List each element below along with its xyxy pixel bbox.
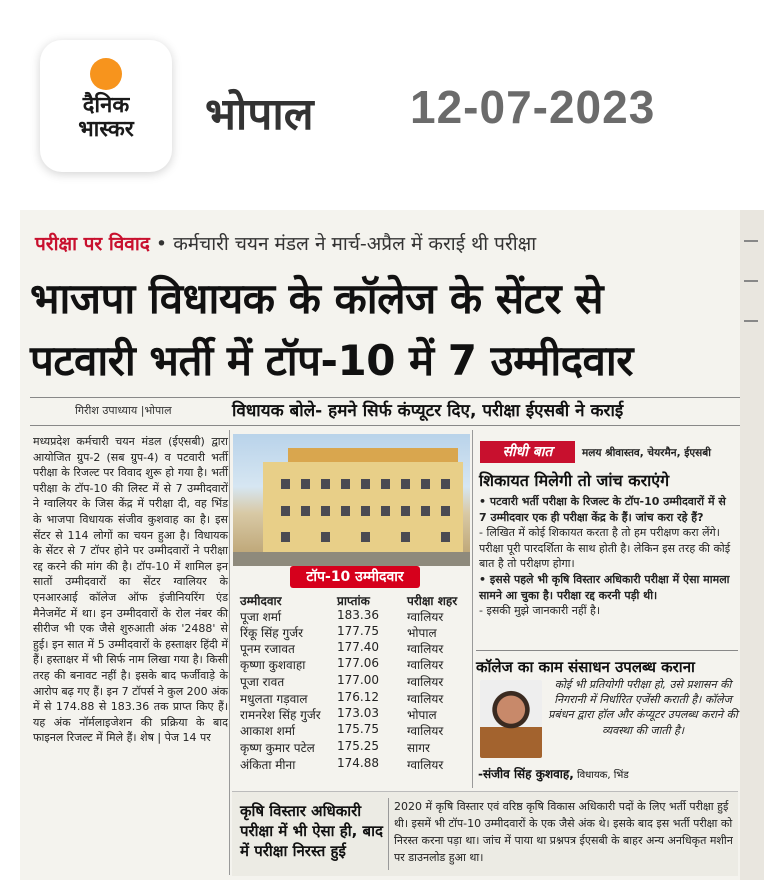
window bbox=[361, 532, 370, 542]
window bbox=[441, 506, 450, 516]
kicker-separator: • bbox=[149, 233, 174, 255]
divider bbox=[476, 650, 738, 651]
candidate-name: रामनरेश सिंह गुर्जर bbox=[240, 708, 321, 722]
table-row bbox=[237, 673, 469, 688]
sun-icon bbox=[90, 58, 122, 90]
page-header bbox=[0, 0, 764, 200]
dainik-bhaskar-logo bbox=[40, 40, 172, 172]
edition-date: 12-07-2023 bbox=[410, 81, 656, 133]
column-edge-mark bbox=[744, 240, 758, 242]
header-city: परीक्षा शहर bbox=[407, 594, 458, 608]
table-row bbox=[237, 722, 469, 737]
window bbox=[401, 479, 410, 489]
related-story-body: 2020 में कृषि विस्तार एवं वरिष्ठ कृषि विकास अधिकारी पदों के लिए भर्ती परीक्षा हुई थी। इसमें भी टॉप-10 उम्मीदवारों के एक जैसे अंक थे। इसके बाद इस भर्ती परीक्षा को निरस्त करना पड़ा था। जांच में पाया था प्रश्नपत्र ईएसबी के बाहर अन्य अनधिकृत मशीन पर डाउनलोड हुआ था। bbox=[394, 800, 733, 864]
window bbox=[281, 532, 290, 542]
candidate-score: 175.25 bbox=[337, 739, 379, 753]
answer-1: - लिखित में कोई शिकायत करता है तो हम परीक्षण करा लेंगे। परीक्षा पूरी पारदर्शिता के साथ होती है। लेकिन इस तरह की कोई बात है तो परीक्षण होगा। bbox=[479, 526, 731, 571]
candidate-score: 176.12 bbox=[337, 690, 379, 704]
window bbox=[441, 479, 450, 489]
signature-role: विधायक, भिंड bbox=[573, 770, 629, 781]
interviewee: मलय श्रीवास्तव, चेयरमैन, ईएसबी bbox=[582, 447, 711, 459]
related-story-headline: कृषि विस्तार अधिकारी परीक्षा में भी ऐसा ही, बाद में परीक्षा निरस्त हुई bbox=[240, 802, 383, 860]
candidate-score: 177.40 bbox=[337, 640, 379, 654]
window bbox=[381, 506, 390, 516]
mla-quote: कोई भी प्रतियोगी परीक्षा हो, उसे प्रशासन की निगरानी में निर्धारित एजेंसी कराती है। कॉलेज प्रबंधन द्वारा हॉल और कंप्यूटर उपलब्ध कराने की व्यवस्था की जाती है। bbox=[548, 678, 738, 737]
exam-city: ग्वालियर bbox=[407, 658, 444, 672]
exam-city: ग्वालियर bbox=[407, 758, 444, 772]
exam-city: ग्वालियर bbox=[407, 692, 444, 706]
candidate-name: कृष्ण कुमार पटेल bbox=[240, 741, 315, 755]
answer-2: - इसकी मुझे जानकारी नहीं है। bbox=[479, 604, 601, 618]
window bbox=[281, 479, 290, 489]
table-row bbox=[237, 624, 469, 639]
subhead-text: हमने सिर्फ कंप्यूटर दिए, परीक्षा ईएसबी ने कराई bbox=[322, 401, 624, 421]
subhead-label: विधायक बोले- bbox=[232, 401, 323, 421]
mla-box-headline: कॉलेज का काम संसाधन उपलब्ध कराना bbox=[476, 658, 695, 676]
exam-city: भोपाल bbox=[407, 708, 437, 722]
window bbox=[361, 506, 370, 516]
window bbox=[321, 506, 330, 516]
college-building-photo bbox=[233, 434, 470, 566]
window bbox=[421, 479, 430, 489]
logo-line-1: दैनिक bbox=[82, 93, 130, 118]
window bbox=[361, 479, 370, 489]
header-score: प्राप्तांक bbox=[337, 594, 370, 608]
table-row bbox=[237, 608, 469, 623]
window bbox=[341, 506, 350, 516]
toppers-table-title: टॉप-10 उम्मीदवार bbox=[290, 566, 420, 588]
table-row bbox=[237, 656, 469, 671]
headline-line-2: पटवारी भर्ती में टॉप-10 में 7 उम्मीदवार bbox=[30, 336, 633, 385]
table-row bbox=[237, 706, 469, 721]
article-body: मध्यप्रदेश कर्मचारी चयन मंडल (ईएसबी) द्वारा आयोजित ग्रुप-2 (सब ग्रुप-4) व पटवारी भर्ती परीक्षा के रिजल्ट पर विवाद शुरू हो गया है। भर्ती परीक्षा के टॉप-10 की लिस्ट में से 7 उम्मीदवारों ने ग्वालियर के जिस केंद्र में परीक्षा दी, वह भिंड के भाजपा विधायक संजीव कुशवाह का है। इस सेंटर से 114 लोगों का चयन हुआ है। विधायक के सेंटर से 7 टॉपर होने पर उम्मीदवारों ने परीक्षा रद्द करने की मांग की है। टॉप-10 में शामिल इन सातों उम्मीदवारों का सेंटर ग्वालियर के एनआरआई कॉलेज ऑफ इंजीनियरिंग एंड मैनेजमेंट में था। इन उम्मीदवारों के रोल नंबर की सीरीज भी एक जैसे शुरुआती अंक '2488' से हुई। इन सात में 5 उम्मीदवारों के हस्ताक्षर हिंदी में हैं। हस्ताक्षर में भी सिर्फ नाम लिखा गया है। किसी तरह की बनावट नहीं है। इसके बाद फर्जीवाड़े के आरोप बढ़ गए हैं। इन 7 टॉपर्स ने कुल 200 अंक में से 174.88 से 183.36 तक प्राप्त किए हैं। यह अंक नॉर्मलाइजेशन की प्रक्रिया के बाद फाइनल रिजल्ट में मिले हैं। शेष | पेज 14 पर bbox=[33, 435, 229, 745]
table-row bbox=[237, 640, 469, 655]
candidate-score: 177.00 bbox=[337, 673, 379, 687]
candidate-name: पूजा रावत bbox=[240, 675, 285, 689]
table-header-row bbox=[237, 592, 469, 607]
exam-city: सागर bbox=[407, 741, 430, 755]
candidate-name: रिंकू सिंह गुर्जर bbox=[240, 626, 304, 640]
window bbox=[281, 506, 290, 516]
column-rule bbox=[388, 798, 389, 870]
candidate-score: 177.75 bbox=[337, 624, 379, 638]
table-row bbox=[237, 690, 469, 705]
candidate-score: 173.03 bbox=[337, 706, 379, 720]
candidate-score: 183.36 bbox=[337, 608, 379, 622]
window bbox=[321, 532, 330, 542]
window bbox=[301, 506, 310, 516]
window bbox=[401, 532, 410, 542]
question-1: • पटवारी भर्ती परीक्षा के रिजल्ट के टॉप-10 उम्मीदवारों में से 7 उम्मीदवार एक ही परीक्षा केंद्र के हैं। जांच करा रहे हैं? bbox=[479, 495, 726, 524]
subheadline bbox=[232, 398, 623, 421]
kicker-topic: परीक्षा पर विवाद bbox=[35, 233, 150, 255]
table-row bbox=[237, 756, 469, 771]
exam-city: ग्वालियर bbox=[407, 724, 444, 738]
exam-city: ग्वालियर bbox=[407, 642, 444, 656]
window bbox=[341, 479, 350, 489]
candidate-name: पूनम रजावत bbox=[240, 642, 295, 656]
candidate-name: पूजा शर्मा bbox=[240, 610, 282, 624]
window bbox=[321, 479, 330, 489]
table-row bbox=[237, 739, 469, 754]
candidate-name: आकाश शर्मा bbox=[240, 724, 296, 738]
window bbox=[401, 506, 410, 516]
adjacent-column-edge bbox=[740, 210, 764, 880]
mla-signature bbox=[478, 765, 629, 782]
exam-city: भोपाल bbox=[407, 626, 437, 640]
candidate-name: मधुलता गड़वाल bbox=[240, 692, 308, 706]
column-rule bbox=[472, 430, 473, 788]
column-edge-mark bbox=[744, 320, 758, 322]
candidate-name: अंकिता मीना bbox=[240, 758, 296, 772]
interview-headline: शिकायत मिलेगी तो जांच कराएंगे bbox=[479, 471, 670, 490]
logo-line-2: भास्कर bbox=[78, 117, 134, 142]
kicker-subtext: कर्मचारी चयन मंडल ने मार्च-अप्रैल में कराई थी परीक्षा bbox=[173, 233, 537, 255]
window bbox=[441, 532, 450, 542]
exam-city: ग्वालियर bbox=[407, 610, 444, 624]
kicker-line bbox=[35, 230, 536, 256]
header-candidate: उम्मीदवार bbox=[240, 594, 282, 608]
ground bbox=[233, 552, 470, 566]
candidate-score: 174.88 bbox=[337, 756, 379, 770]
sidhi-baat-tag: सीधी बात bbox=[480, 441, 575, 463]
question-2: • इससे पहले भी कृषि विस्तार अधिकारी परीक्षा में ऐसा मामला सामने आ चुका है। परीक्षा रद्द करनी पड़ी थी। bbox=[479, 572, 730, 602]
signature-name: -संजीव सिंह कुशवाह, bbox=[478, 767, 574, 781]
edition-city: भोपाल bbox=[205, 89, 314, 140]
window bbox=[421, 506, 430, 516]
window bbox=[301, 479, 310, 489]
mla-photo bbox=[480, 680, 542, 758]
exam-city: ग्वालियर bbox=[407, 675, 444, 689]
divider bbox=[30, 425, 740, 426]
window bbox=[381, 479, 390, 489]
interview-body bbox=[479, 494, 737, 619]
headline-line-1: भाजपा विधायक के कॉलेज के सेंटर से bbox=[30, 274, 604, 323]
candidate-name: कृष्णा कुशवाहा bbox=[240, 658, 306, 672]
column-rule bbox=[229, 430, 230, 875]
candidate-score: 177.06 bbox=[337, 656, 379, 670]
candidate-score: 175.75 bbox=[337, 722, 379, 736]
byline: गिरीश उपाध्याय |भोपाल bbox=[75, 404, 172, 417]
column-edge-mark bbox=[744, 280, 758, 282]
